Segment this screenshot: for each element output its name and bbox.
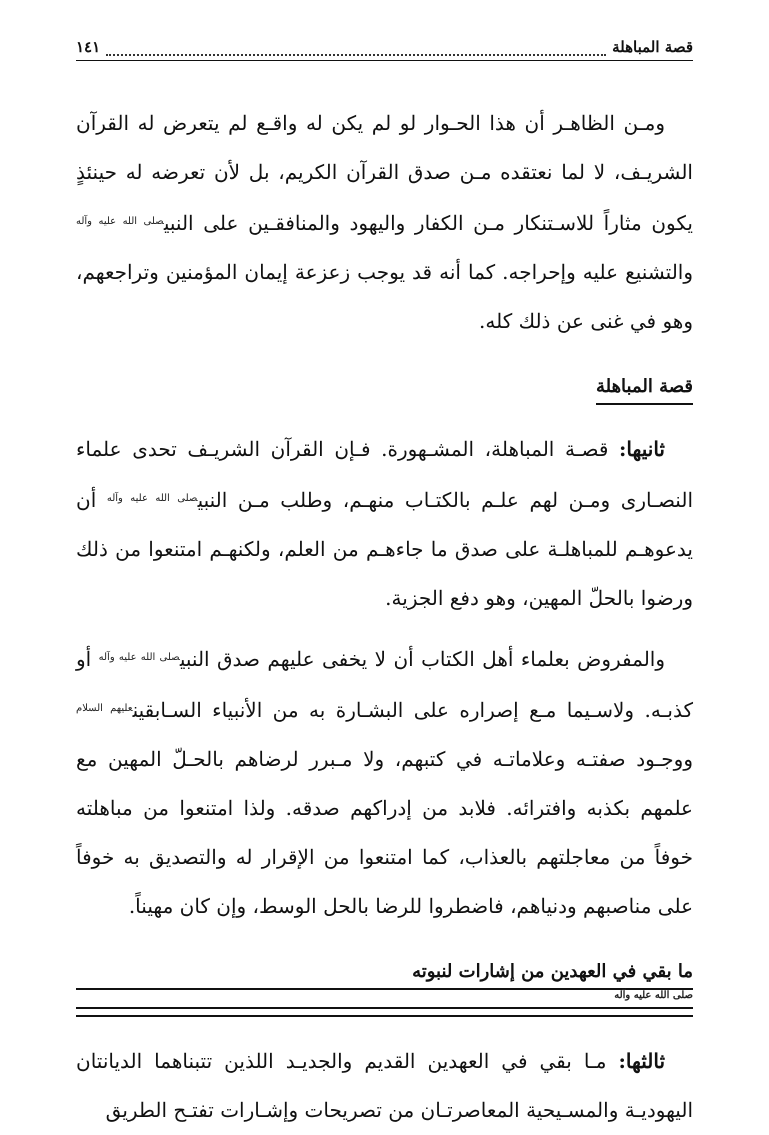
paragraph-scholars-text-a: والمفروض بعلماء أهل الكتاب أن لا يخفى عليهم صدق النبي (179, 647, 666, 671)
header-dot-leader (106, 44, 606, 56)
page-number: ١٤١ (76, 38, 101, 56)
paragraph-third (76, 1037, 693, 1135)
paragraph-second-text-b: أن يدعوهـم للمباهلـة على صدق ما جاءهـم من العلم، ولكنهـم امتنعوا من ذلك ورضوا بالحلّ المهين، وهو دفع الجزية. (76, 488, 693, 610)
honorific-symbol: صلى الله عليه وآله (76, 990, 693, 1009)
section-heading-remnants-text: ما بقي في العهدين من إشارات لنبوته (76, 961, 693, 990)
book-page (76, 30, 694, 1122)
paragraph-second-text-a: قصـة المباهلة، المشـهورة. فـإن القرآن الشريـف تحدى علماء النصـارى ومـن لهم علـم بالكتـاب منهـم، وطلب مـن النبي (76, 437, 693, 512)
paragraph-third-text: مـا بقي في العهدين القديم والجديـد اللذين تتبناهما الديانتان اليهوديـة والمسـيحية المعاصرتـان من تصريحات وإشـارات تفتـح الطريق (76, 1049, 693, 1122)
paragraph-scholars (76, 633, 693, 931)
paragraph-intro (76, 99, 693, 346)
honorific-symbol: صلى الله عليه وآله (76, 216, 164, 227)
lead-word-second: ثانيها: (619, 437, 665, 461)
paragraph-scholars-text-b: أو كذبـه. ولاسـيما مـع إصراره على البشـارة به من الأنبياء السـابقين (76, 647, 694, 722)
paragraph-scholars-text-c: ووجـود صفتـه وعلاماتـه في كتبهم، ولا مـبرر لرضاهم بالحـلّ المهين مع علمهم بكذبه وافترائه. فلابد من إدراكهم صدقه. ولذا امتنعوا من مباهلته خوفاً من معاجلتهم بالعذاب، كما امتنعوا من الإقرار له والتصديق به خوفاً على مناصبهم ودنياهم، فاضطروا للرضا بالحل الوسط، وإن كان مهيناً. (76, 747, 693, 918)
section-heading-remnants (76, 961, 693, 1017)
honorific-prophets-symbol: عليهم السلام (76, 703, 133, 714)
header-title: قصة المباهلة (612, 38, 693, 56)
paragraph-intro-text: ومـن الظاهـر أن هذا الحـوار لو لم يكن له واقـع لم يتعرض له القرآن الشريـف، لا لما نعتقده مـن صدق القرآن الكريم، بل لأن تعرضه له حينئذٍ يكون مثاراً للاسـتنكار مـن الكفار واليهود والمنافقـين على النبي (76, 111, 694, 235)
lead-word-third: ثالثها: (618, 1049, 666, 1073)
section-heading-remnants-wrap (76, 961, 693, 1017)
section-heading-mubahala-text: قصة المباهلة (596, 376, 693, 405)
paragraph-second (76, 425, 693, 623)
honorific-symbol: صلى الله عليه وآله (106, 493, 198, 504)
section-heading-mubahala (76, 376, 693, 405)
paragraph-intro-end: والتشنيع عليه وإحراجه. كما أنه قد يوجب زعزعة إيمان المؤمنين وتراجعهم، وهو في غنى عن ذلك كله. (76, 260, 693, 333)
running-header (76, 30, 693, 61)
honorific-symbol: صلى الله عليه وآله (98, 652, 180, 663)
